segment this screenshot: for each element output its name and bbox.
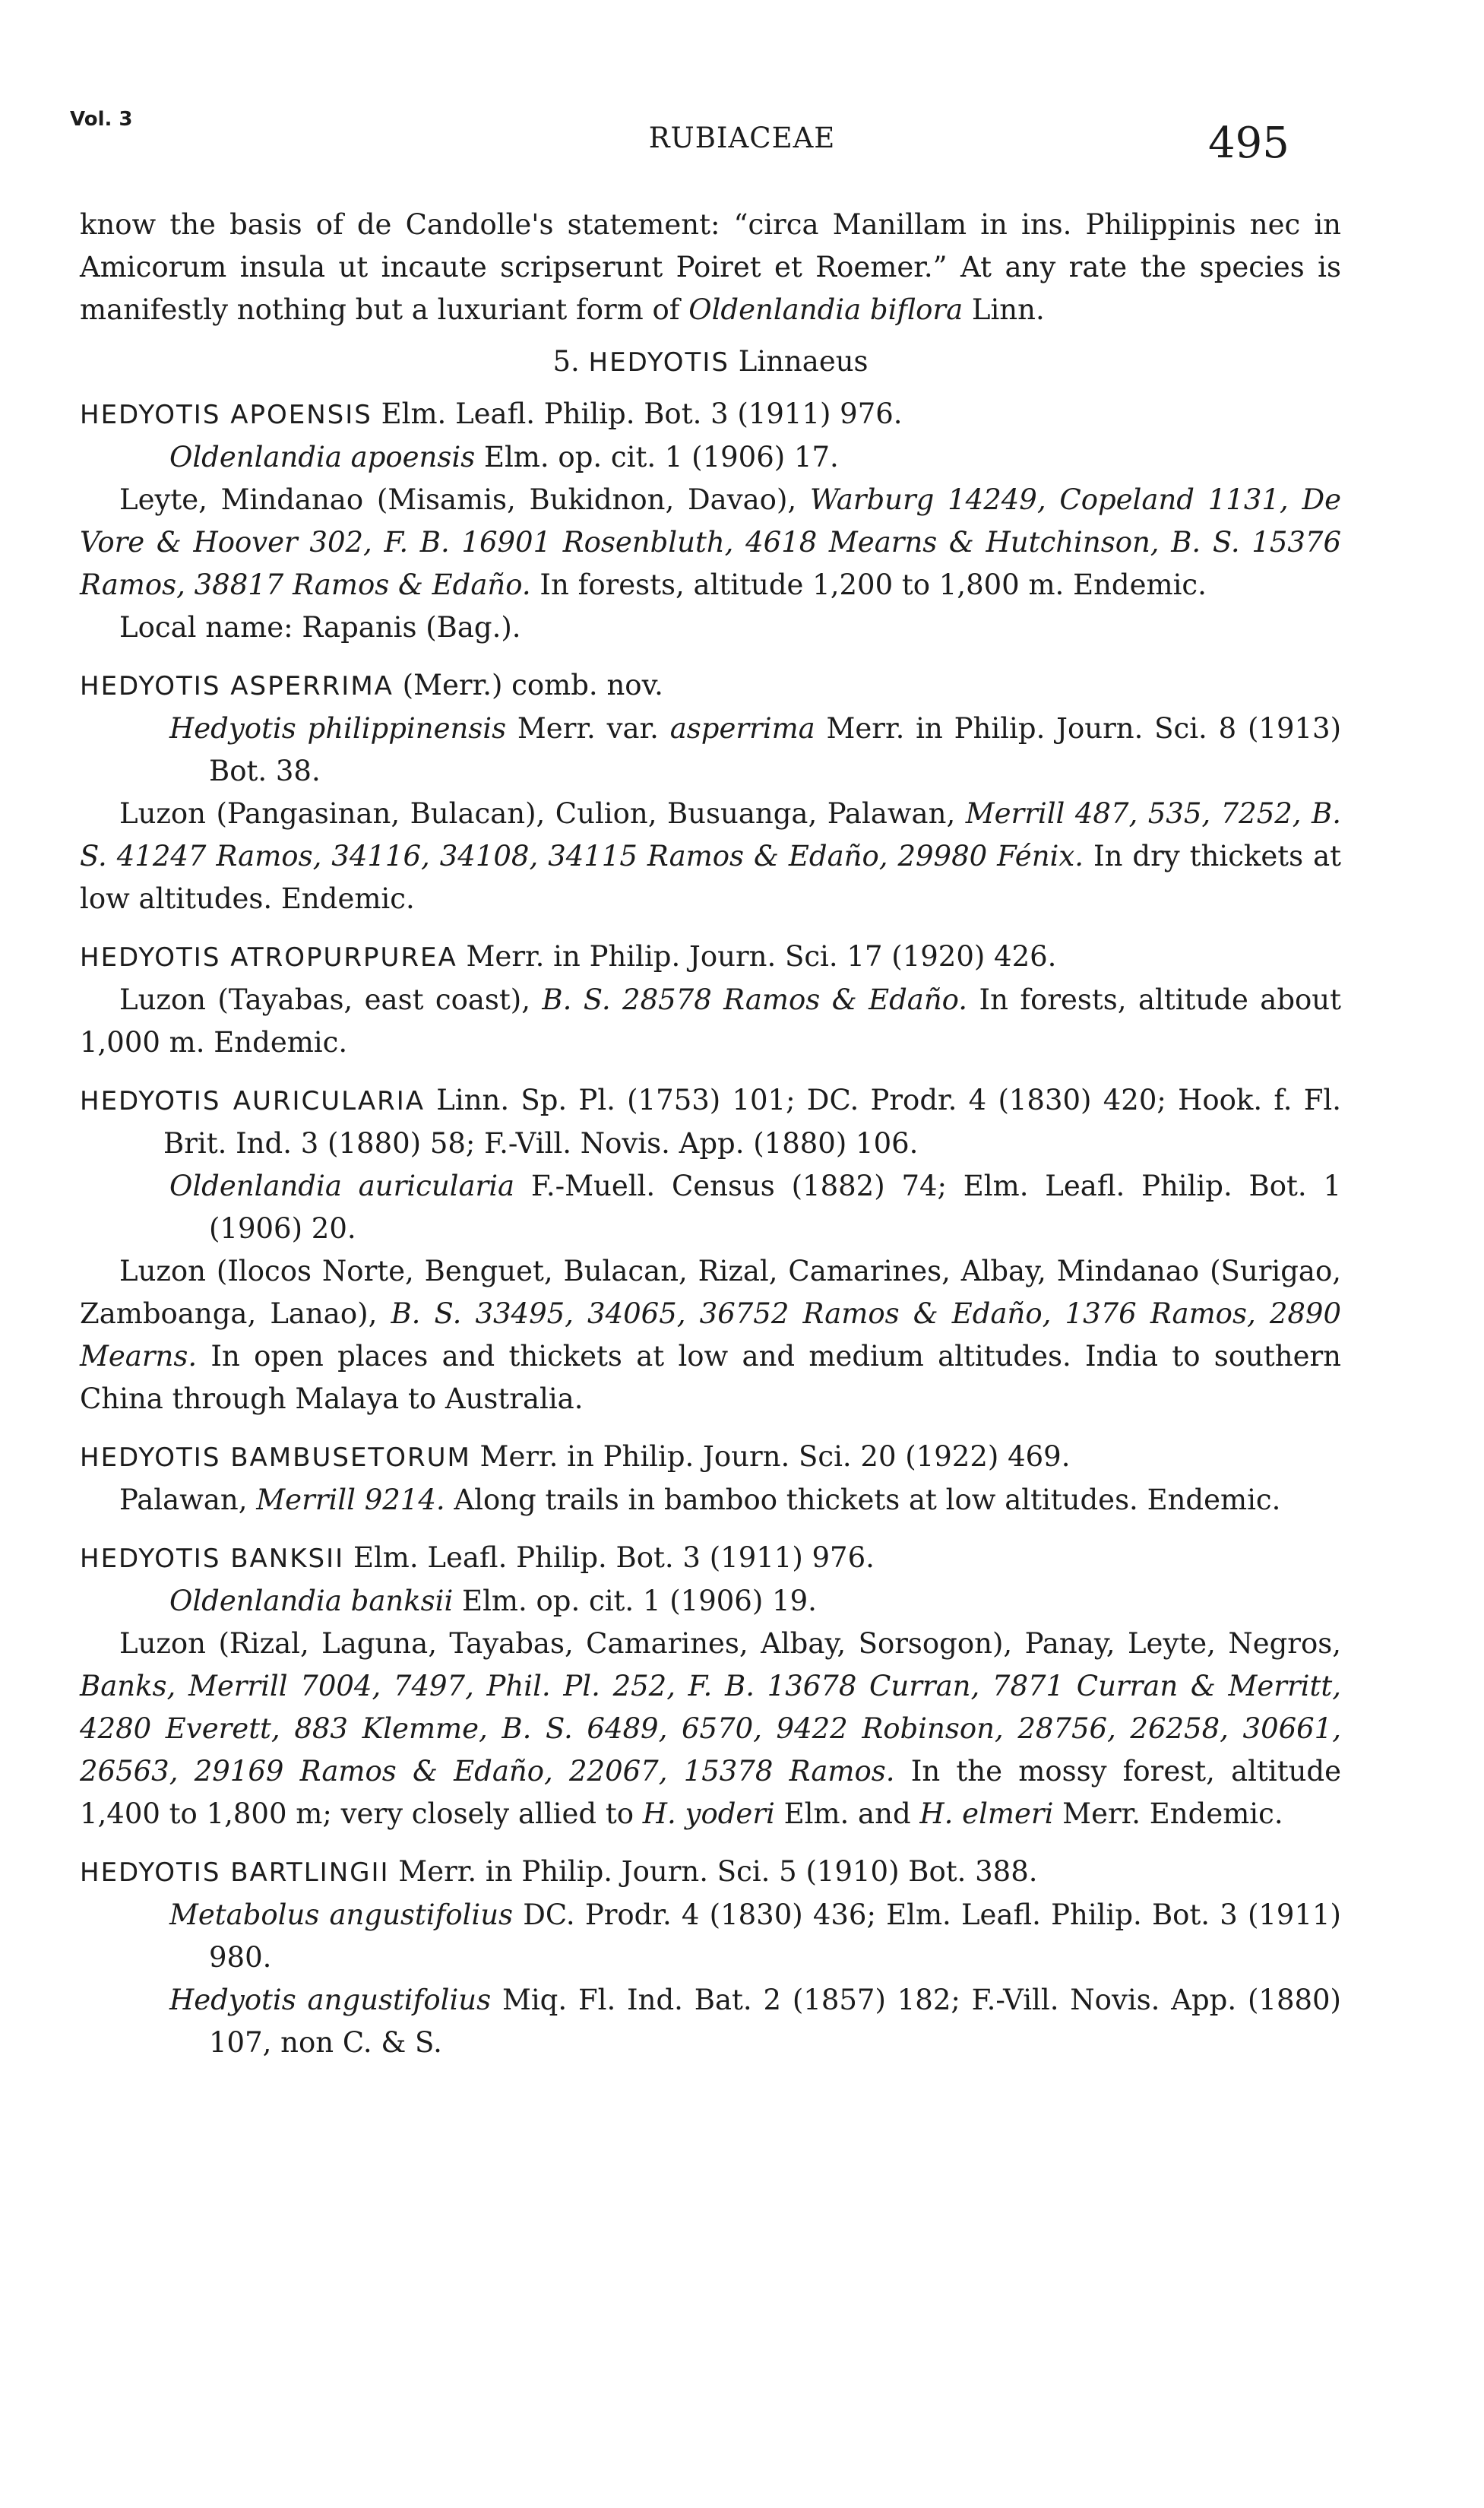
genus-heading: 5. HEDYOTIS Linnaeus [552,345,869,378]
species-heading-apoensis: HEDYOTIS APOENSIS Elm. Leafl. Philip. Bot. 3 (1911) 976. [80,397,903,430]
species-heading-bartlingii: HEDYOTIS BARTLINGII Merr. in Philip. Journ. Sci. 5 (1910) Bot. 388. [80,1855,1038,1888]
species-heading-bambusetorum: HEDYOTIS BAMBUSETORUM Merr. in Philip. Journ. Sci. 20 (1922) 469. [80,1440,1071,1473]
volume-label: Vol. 3 [70,108,133,131]
species-heading-asperrima: HEDYOTIS ASPERRIMA (Merr.) comb. nov. [80,669,663,701]
species-heading-atropurpurea: HEDYOTIS ATROPURPUREA Merr. in Philip. Journ. Sci. 17 (1920) 426. [80,940,1057,973]
species-heading-auricularia: HEDYOTIS AURICULARIA Linn. Sp. Pl. (1753) 101; DC. Prodr. 4 (1830) 420; Hook. f. Fl. Brit. Ind. 3 (1880) 58; F.-Vill. Novis. App. (1880) 106. [80,1084,1341,1160]
continued-paragraph: know the basis of de Candolle's statement: “circa Manillam in ins. Philippinis nec in Amicorum insula ut incaute scripserunt Poiret et Roemer.” At any rate the species is manifestly nothing but a luxuriant form of Oldenlandia biflora Linn. [80,208,1341,326]
distribution-apoensis: Leyte, Mindanao (Misamis, Bukidnon, Davao), Warburg 14249, Copeland 1131, De Vore & Hoover 302, F. B. 16901 Rosenbluth, 4618 Mearns & Hutchinson, B. S. 15376 Ramos, 38817 Ramos & Edaño. In forests, altitude 1,200 to 1,800 m. Endemic. [80,483,1341,601]
species-heading-banksii: HEDYOTIS BANKSII Elm. Leafl. Philip. Bot. 3 (1911) 976. [80,1541,875,1574]
synonym-asperrima: Hedyotis philippinensis Merr. var. asperrima Merr. in Philip. Journ. Sci. 8 (1913) Bot. 38. [169,712,1342,787]
distribution-bambusetorum: Palawan, Merrill 9214. Along trails in bamboo thickets at low altitudes. Endemic. [119,1484,1281,1516]
synonym-bartlingii-2: Hedyotis angustifolius Miq. Fl. Ind. Bat. 2 (1857) 182; F.-Vill. Novis. App. (1880) 107, non C. & S. [169,1984,1341,2059]
synonym-bartlingii-1: Metabolus angustifolius DC. Prodr. 4 (1830) 436; Elm. Leafl. Philip. Bot. 3 (1911) 980. [169,1898,1341,1974]
distribution-asperrima: Luzon (Pangasinan, Bulacan), Culion, Busuanga, Palawan, Merrill 487, 535, 7252, B. S. 41247 Ramos, 34116, 34108, 34115 Ramos & Edaño, 29980 Fénix. In dry thickets at low altitudes. Endemic. [80,797,1341,915]
distribution-auricularia: Luzon (Ilocos Norte, Benguet, Bulacan, Rizal, Camarines, Albay, Mindanao (Surigao, Zamboanga, Lanao), B. S. 33495, 34065, 36752 Ramos & Edaño, 1376 Ramos, 2890 Mearns. In open places and thickets at low and medium altitudes. India to southern China through Malaya to Australia. [80,1255,1341,1415]
distribution-banksii: Luzon (Rizal, Laguna, Tayabas, Camarines, Albay, Sorsogon), Panay, Leyte, Negros, Banks, Merrill 7004, 7497, Phil. Pl. 252, F. B. 13678 Curran, 7871 Curran & Merritt, 4280 Everett, 883 Klemme, B. S. 6489, 6570, 9422 Robinson, 28756, 26258, 30661, 26563, 29169 Ramos & Edaño, 22067, 15378 Ramos. In the mossy forest, altitude 1,400 to 1,800 m; very closely allied to H. yoderi Elm. and H. elmeri Merr. Endemic. [80,1627,1341,1830]
synonym-banksii: Oldenlandia banksii Elm. op. cit. 1 (1906) 19. [169,1585,817,1617]
local-name-apoensis: Local name: Rapanis (Bag.). [119,611,521,644]
synonym-auricularia: Oldenlandia auricularia F.-Muell. Census (1882) 74; Elm. Leafl. Philip. Bot. 1 (1906) 20. [169,1170,1341,1245]
running-head: RUBIACEAE [648,122,836,154]
synonym-apoensis: Oldenlandia apoensis Elm. op. cit. 1 (1906) 17. [169,441,839,473]
page-number: 495 [1208,119,1289,168]
page-body [80,204,1341,2064]
distribution-atropurpurea: Luzon (Tayabas, east coast), B. S. 28578 Ramos & Edaño. In forests, altitude about 1,000 m. Endemic. [80,983,1341,1059]
